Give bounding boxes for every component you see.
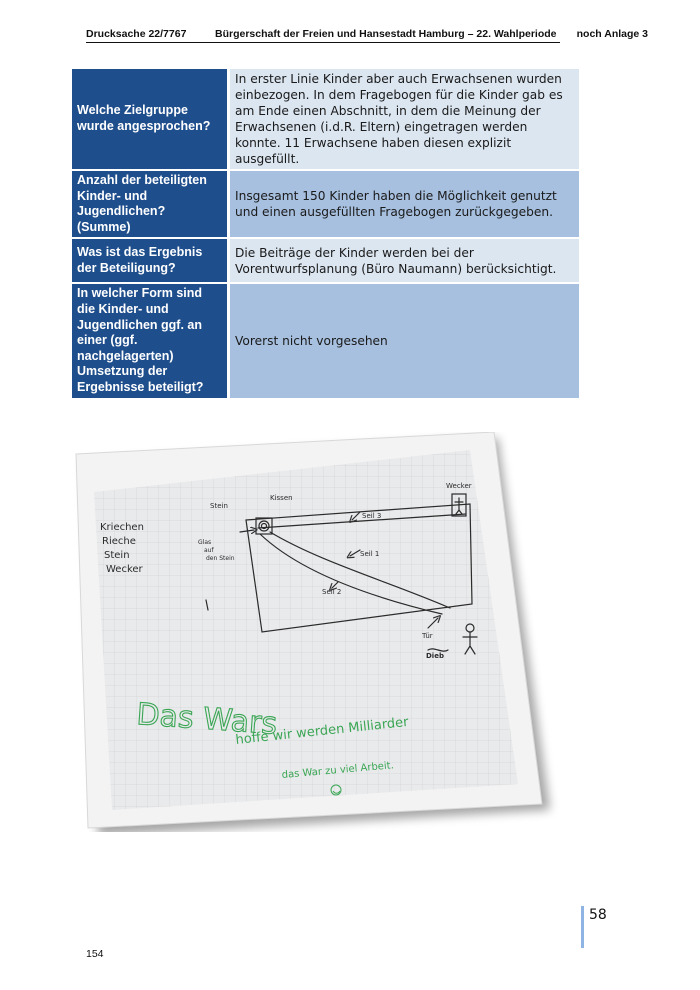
- header-rule: [86, 42, 560, 43]
- answer-cell: Die Beiträge der Kinder werden bei der Vorentwurfsplanung (Büro Naumann) berücksichtigt.: [229, 238, 580, 283]
- answer-cell: Insgesamt 150 Kinder haben die Möglichkeit genutzt und einen ausgefüllten Fragebogen zurückgegeben.: [229, 170, 580, 238]
- table-row: [72, 238, 579, 283]
- page-number: 58: [589, 907, 607, 923]
- message-line-3: das War zu viel Arbeit.: [281, 760, 395, 781]
- label-list-1: Kriechen: [100, 522, 144, 533]
- question-cell: In welcher Form sind die Kinder- und Jugendlichen ggf. an einer (ggf. nachgelagerten) Umsetzung der Ergebnisse beteiligt?: [72, 283, 229, 398]
- label-dieb: Dieb: [426, 652, 444, 660]
- label-list-4: Wecker: [106, 564, 143, 575]
- annex-label: noch Anlage 3: [576, 28, 648, 40]
- question-cell: Was ist das Ergebnis der Beteiligung?: [72, 238, 229, 283]
- label-glas-3: den Stein: [206, 555, 235, 562]
- paper-grid: [94, 450, 518, 810]
- question-cell: Welche Zielgruppe wurde angesprochen?: [72, 69, 229, 170]
- table-row: [72, 283, 579, 398]
- question-cell: Anzahl der beteiligten Kinder- und Jugendlichen? (Summe): [72, 170, 229, 238]
- table-row: [72, 170, 579, 238]
- print-page-number: 154: [86, 948, 104, 960]
- message-line-2: hoffe wir werden Milliarder: [234, 714, 410, 748]
- label-list-2: Rieche: [102, 536, 136, 547]
- label-stein: Stein: [210, 502, 228, 510]
- answer-cell: Vorerst nicht vorgesehen: [229, 283, 580, 398]
- doc-number: Drucksache 22/7767: [86, 28, 187, 40]
- page-number-bar: [581, 906, 584, 948]
- drawing-photo: [70, 432, 560, 832]
- institution-title: Bürgerschaft der Freien und Hansestadt Hamburg – 22. Wahlperiode: [215, 28, 557, 40]
- participation-table: [72, 69, 579, 400]
- label-list-3: Stein: [104, 550, 130, 561]
- label-seil2: Seil 2: [322, 588, 342, 596]
- label-seil3: Seil 3: [362, 512, 382, 520]
- label-kissen: Kissen: [270, 494, 293, 502]
- label-glas: Glas: [198, 539, 212, 546]
- label-glas-2: auf: [204, 547, 214, 554]
- table-row: [72, 69, 579, 170]
- label-seil1: Seil 1: [360, 550, 380, 558]
- label-wecker: Wecker: [446, 482, 472, 490]
- label-tuer: Tür: [422, 632, 433, 640]
- answer-cell: In erster Linie Kinder aber auch Erwachsenen wurden einbezogen. In dem Fragebogen für die Kinder gab es am Ende einen Abschnitt, in dem die Meinung der Erwachsenen (i.d.R. Eltern) eingetragen werden konnte. 11 Erwachsene haben diesen explizit ausgefüllt.: [229, 69, 580, 170]
- message-line-1: Das Wars: [135, 697, 279, 742]
- drawing-photo-svg: [70, 432, 560, 832]
